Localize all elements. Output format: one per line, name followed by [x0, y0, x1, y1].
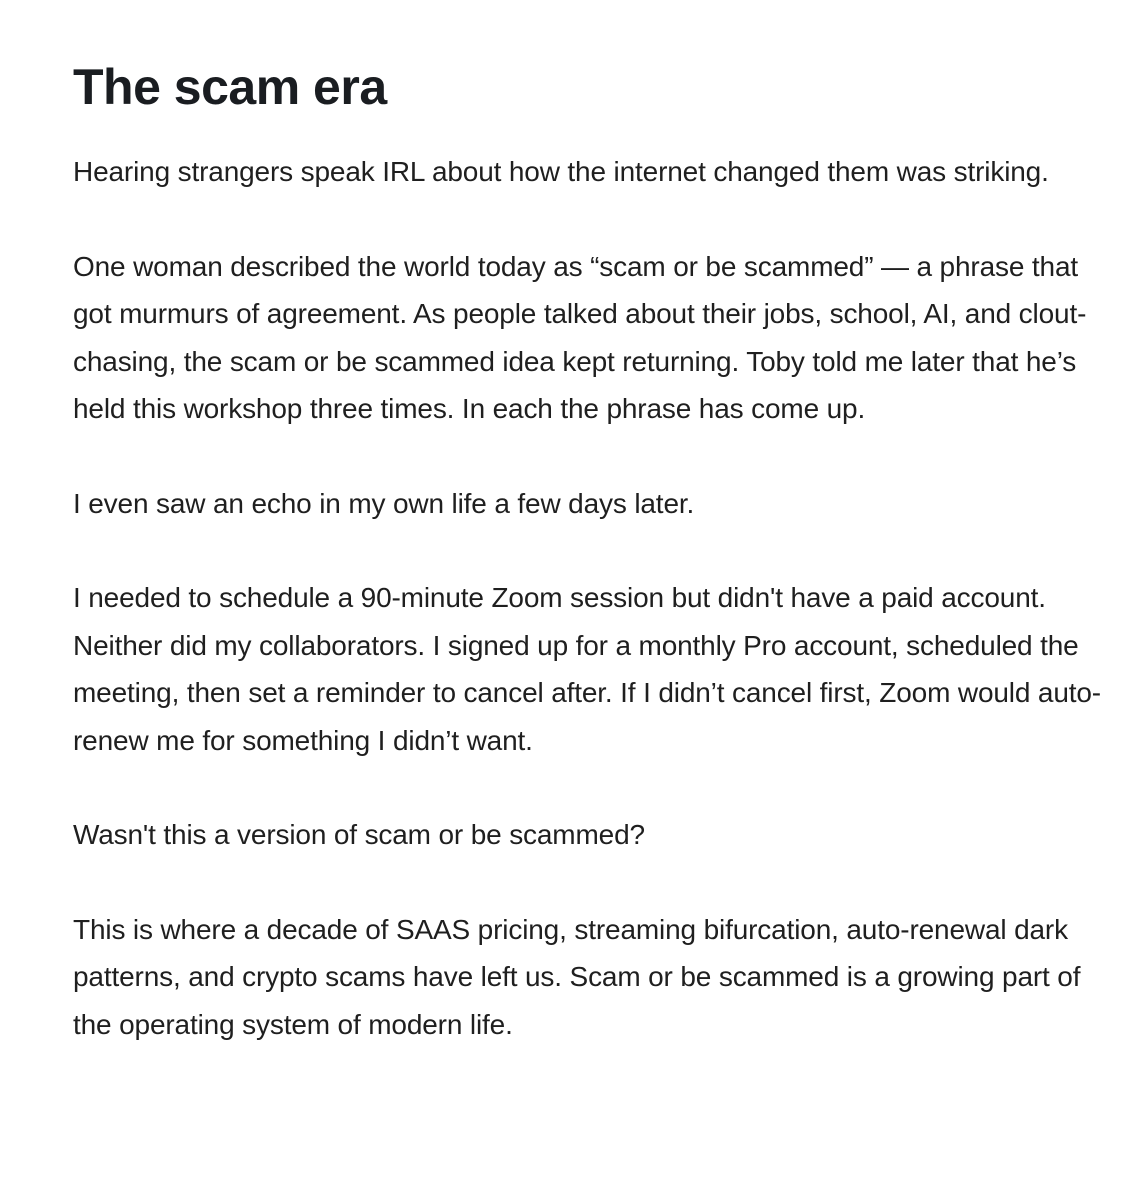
article [73, 52, 1103, 1048]
paragraph-5: Wasn't this a version of scam or be scammed? [73, 819, 645, 850]
paragraph-2: One woman described the world today as “scam or be scammed” — a phrase that got murmurs of agreement. As people talked about their jobs, school, AI, and clout-chasing, the scam or be scammed idea kept returning. Toby told me later that he’s held this workshop three times. In each the phrase has come up. [73, 250, 1087, 424]
paragraph-3: I even saw an echo in my own life a few days later. [73, 487, 695, 519]
paragraph-4: I needed to schedule a 90-minute Zoom session but didn't have a paid account. Neither did my collaborators. I signed up for a monthly Pro account, scheduled the meeting, then set a reminder to cancel after. If I didn’t cancel first, Zoom would auto-renew me for something I didn’t want. [73, 582, 1101, 756]
article-title: The scam era [73, 59, 387, 115]
paragraph-1: Hearing strangers speak IRL about how the internet changed them was striking. [73, 156, 1049, 187]
paragraph-6: This is where a decade of SAAS pricing, streaming bifurcation, auto-renewal dark patterns, and crypto scams have left us. Scam or be scammed is a growing part of the operating system of modern life. [73, 913, 1081, 1040]
